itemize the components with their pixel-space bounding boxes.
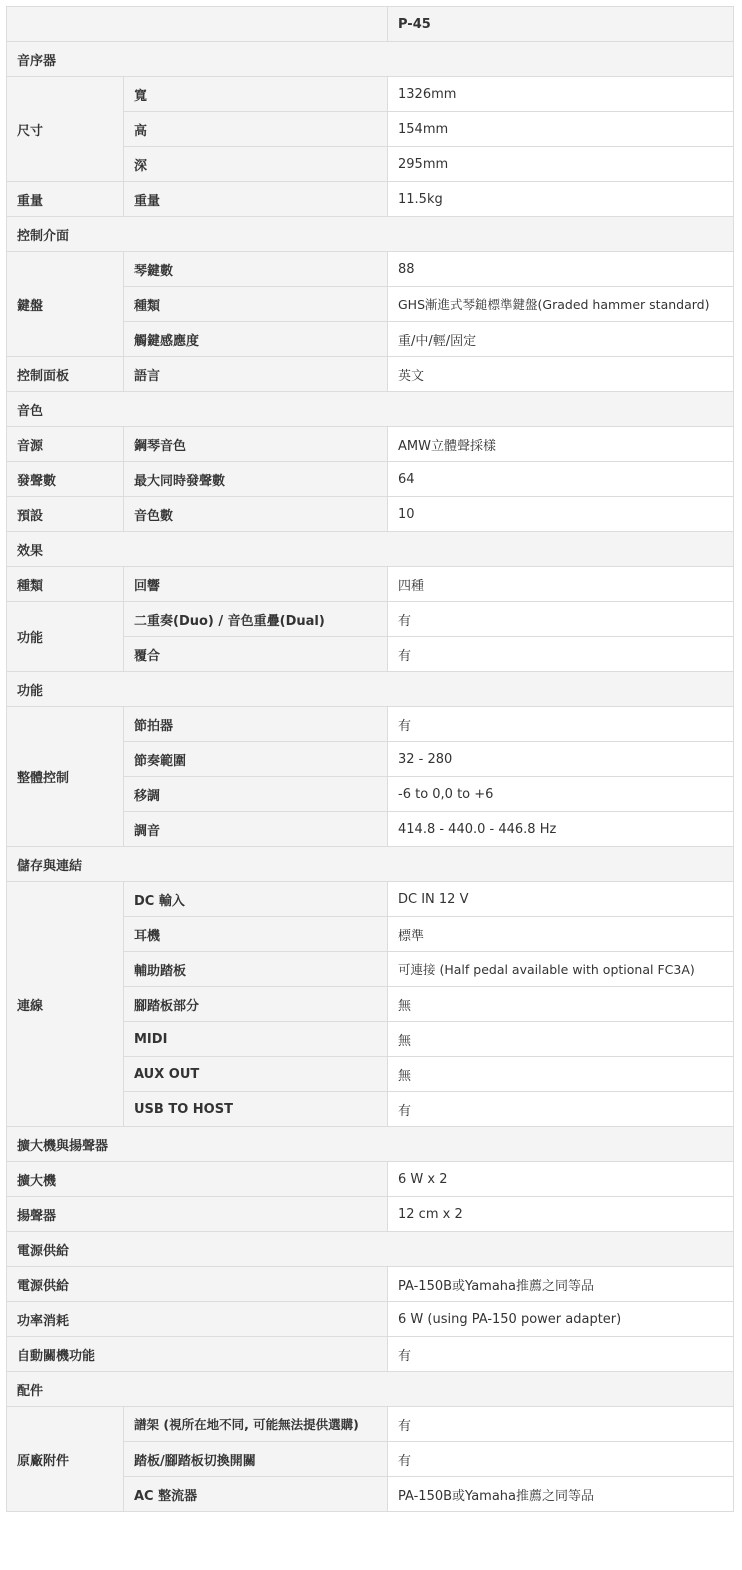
spec-label: 功率消耗: [7, 1302, 388, 1337]
group-preset: 預設: [7, 497, 124, 532]
section-row: [7, 42, 734, 77]
section-row: [7, 532, 734, 567]
spec-value: 有: [388, 1442, 734, 1477]
spec-label: 擴大機: [7, 1162, 388, 1197]
header-blank-cell: [7, 7, 388, 42]
spec-value: 88: [388, 252, 734, 287]
table-row: [7, 1407, 734, 1442]
spec-value: PA-150B或Yamaha推薦之同等品: [388, 1477, 734, 1512]
section-row: [7, 1232, 734, 1267]
spec-label: 節拍器: [124, 707, 388, 742]
spec-value: 有: [388, 1092, 734, 1127]
section-row: [7, 1372, 734, 1407]
section-row: [7, 392, 734, 427]
table-row: [7, 1302, 734, 1337]
spec-value: 295mm: [388, 147, 734, 182]
section-row: [7, 847, 734, 882]
group-panel: 控制面板: [7, 357, 124, 392]
spec-value: 414.8 - 440.0 - 446.8 Hz: [388, 812, 734, 847]
spec-label: 語言: [124, 357, 388, 392]
table-row: [7, 252, 734, 287]
spec-value: AMW立體聲採樣: [388, 427, 734, 462]
spec-label: 琴鍵數: [124, 252, 388, 287]
spec-value: 6 W x 2: [388, 1162, 734, 1197]
spec-value: 可連接 (Half pedal available with optional FC3A): [388, 952, 734, 987]
spec-value: 12 cm x 2: [388, 1197, 734, 1232]
spec-value: 11.5kg: [388, 182, 734, 217]
group-effect-type: 種類: [7, 567, 124, 602]
table-row: [7, 462, 734, 497]
spec-value: 6 W (using PA-150 power adapter): [388, 1302, 734, 1337]
spec-label: AC 整流器: [124, 1477, 388, 1512]
section-row: [7, 1127, 734, 1162]
spec-label: AUX OUT: [124, 1057, 388, 1092]
spec-label: 電源供給: [7, 1267, 388, 1302]
spec-value: 有: [388, 1337, 734, 1372]
section-accessories: 配件: [7, 1372, 734, 1407]
table-row: [7, 1267, 734, 1302]
group-dimensions: 尺寸: [7, 77, 124, 182]
spec-value: DC IN 12 V: [388, 882, 734, 917]
spec-label: 輔助踏板: [124, 952, 388, 987]
section-effects: 效果: [7, 532, 734, 567]
spec-table: [6, 6, 734, 1512]
group-effect-function: 功能: [7, 602, 124, 672]
spec-value: 154mm: [388, 112, 734, 147]
section-control-interface: 控制介面: [7, 217, 734, 252]
spec-label: 深: [124, 147, 388, 182]
table-row: [7, 497, 734, 532]
group-connection: 連線: [7, 882, 124, 1127]
table-row: [7, 707, 734, 742]
spec-label: 覆合: [124, 637, 388, 672]
spec-label: 自動關機功能: [7, 1337, 388, 1372]
section-voices: 音色: [7, 392, 734, 427]
spec-label: 腳踏板部分: [124, 987, 388, 1022]
spec-label: 踏板/腳踏板切換開關: [124, 1442, 388, 1477]
header-row: [7, 7, 734, 42]
spec-label: 種類: [124, 287, 388, 322]
table-row: [7, 427, 734, 462]
table-row: [7, 182, 734, 217]
spec-value: PA-150B或Yamaha推薦之同等品: [388, 1267, 734, 1302]
spec-value: -6 to 0,0 to +6: [388, 777, 734, 812]
spec-label: 寬: [124, 77, 388, 112]
table-row: [7, 882, 734, 917]
group-overall-control: 整體控制: [7, 707, 124, 847]
spec-value: 32 - 280: [388, 742, 734, 777]
table-row: [7, 1162, 734, 1197]
spec-label: 節奏範圍: [124, 742, 388, 777]
spec-label: 觸鍵感應度: [124, 322, 388, 357]
spec-value: 1326mm: [388, 77, 734, 112]
spec-value: 四種: [388, 567, 734, 602]
spec-value: 重/中/輕/固定: [388, 322, 734, 357]
spec-value: 標準: [388, 917, 734, 952]
spec-value: GHS漸進式琴鎚標準鍵盤(Graded hammer standard): [388, 287, 734, 322]
spec-value: 64: [388, 462, 734, 497]
spec-value: 10: [388, 497, 734, 532]
section-functions: 功能: [7, 672, 734, 707]
spec-label: 高: [124, 112, 388, 147]
spec-label: 重量: [124, 182, 388, 217]
table-row: [7, 602, 734, 637]
group-weight: 重量: [7, 182, 124, 217]
spec-value: 英文: [388, 357, 734, 392]
group-tone-source: 音源: [7, 427, 124, 462]
spec-value: 有: [388, 602, 734, 637]
group-polyphony: 發聲數: [7, 462, 124, 497]
table-row: [7, 77, 734, 112]
spec-label: 譜架 (視所在地不同, 可能無法提供選購): [124, 1407, 388, 1442]
table-row: [7, 357, 734, 392]
spec-label: MIDI: [124, 1022, 388, 1057]
group-keyboard: 鍵盤: [7, 252, 124, 357]
section-row: [7, 672, 734, 707]
spec-label: DC 輸入: [124, 882, 388, 917]
section-sequencer: 音序器: [7, 42, 734, 77]
spec-value: 有: [388, 707, 734, 742]
spec-label: 耳機: [124, 917, 388, 952]
spec-value: 有: [388, 1407, 734, 1442]
spec-label: USB TO HOST: [124, 1092, 388, 1127]
spec-label: 移調: [124, 777, 388, 812]
model-header: P-45: [388, 7, 734, 42]
section-amp-speakers: 擴大機與揚聲器: [7, 1127, 734, 1162]
spec-label: 揚聲器: [7, 1197, 388, 1232]
section-storage: 儲存與連結: [7, 847, 734, 882]
spec-label: 鋼琴音色: [124, 427, 388, 462]
section-row: [7, 217, 734, 252]
spec-label: 二重奏(Duo) / 音色重疊(Dual): [124, 602, 388, 637]
spec-label: 音色數: [124, 497, 388, 532]
spec-label: 回響: [124, 567, 388, 602]
section-power: 電源供給: [7, 1232, 734, 1267]
spec-value: 無: [388, 1057, 734, 1092]
spec-label: 最大同時發聲數: [124, 462, 388, 497]
table-row: [7, 567, 734, 602]
table-row: [7, 1337, 734, 1372]
spec-value: 無: [388, 987, 734, 1022]
spec-value: 有: [388, 637, 734, 672]
spec-value: 無: [388, 1022, 734, 1057]
spec-label: 調音: [124, 812, 388, 847]
table-row: [7, 1197, 734, 1232]
group-included-accessories: 原廠附件: [7, 1407, 124, 1512]
